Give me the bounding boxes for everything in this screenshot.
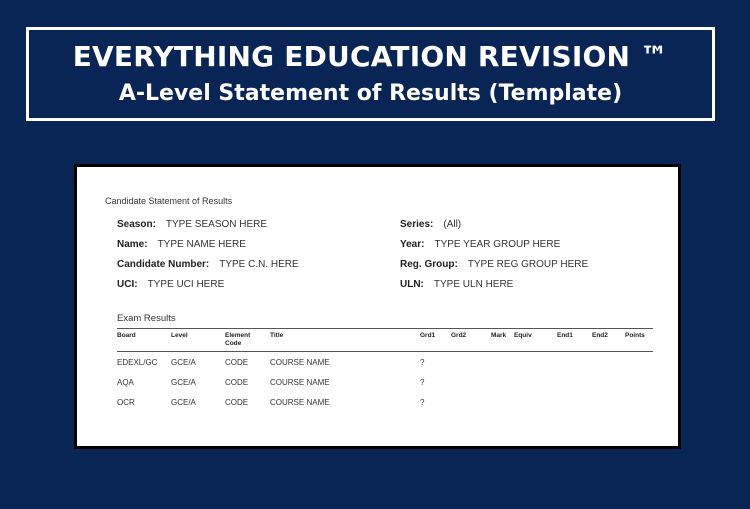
table-header xyxy=(117,328,653,352)
cell-title: COURSE NAME xyxy=(270,398,330,407)
field-candidate-number xyxy=(117,259,299,270)
cell-board: OCR xyxy=(117,398,135,407)
exam-results-title: Exam Results xyxy=(117,313,176,324)
table-row xyxy=(117,372,653,392)
col-end1: End1 xyxy=(557,332,573,339)
cell-grd1: ? xyxy=(420,398,425,407)
table-row xyxy=(117,392,653,412)
field-value[interactable]: TYPE NAME HERE xyxy=(157,239,246,250)
field-label: UCI: xyxy=(117,279,138,290)
col-points: Points xyxy=(625,332,645,339)
banner-title: EVERYTHING EDUCATION REVISION ™ xyxy=(72,40,669,73)
table-row xyxy=(117,352,653,372)
col-board: Board xyxy=(117,332,136,339)
cell-board: AQA xyxy=(117,378,134,387)
col-level: Level xyxy=(171,332,188,339)
cell-code: CODE xyxy=(225,358,249,367)
field-value[interactable]: TYPE UCI HERE xyxy=(147,279,225,290)
field-label: Series: xyxy=(400,219,434,230)
field-label: Candidate Number: xyxy=(117,259,210,270)
field-label: Name: xyxy=(117,239,148,250)
field-reg-group xyxy=(400,259,588,270)
sheet-heading: Candidate Statement of Results xyxy=(105,196,233,206)
title-banner xyxy=(26,27,715,121)
exam-results-table xyxy=(117,328,653,412)
col-element-code xyxy=(225,332,250,348)
cell-level: GCE/A xyxy=(171,378,196,387)
cell-level: GCE/A xyxy=(171,398,196,407)
cell-code: CODE xyxy=(225,378,249,387)
col-grd2: Grd2 xyxy=(451,332,467,339)
field-uln xyxy=(400,279,513,290)
banner-subtitle: A-Level Statement of Results (Template) xyxy=(118,81,623,106)
cell-level: GCE/A xyxy=(171,358,196,367)
col-end2: End2 xyxy=(592,332,608,339)
field-value[interactable]: TYPE SEASON HERE xyxy=(165,219,268,230)
cell-title: COURSE NAME xyxy=(270,358,330,367)
field-value[interactable]: TYPE ULN HERE xyxy=(433,279,514,290)
field-value[interactable]: TYPE YEAR GROUP HERE xyxy=(434,239,561,250)
cell-grd1: ? xyxy=(420,358,425,367)
field-label: Season: xyxy=(117,219,156,230)
col-element-code-line2: Code xyxy=(225,340,242,347)
col-element-code-line1: Element xyxy=(225,332,251,339)
field-value[interactable]: TYPE C.N. HERE xyxy=(219,259,299,270)
cell-code: CODE xyxy=(225,398,249,407)
field-uci xyxy=(117,279,224,290)
field-series xyxy=(400,219,461,230)
col-mark: Mark xyxy=(491,332,507,339)
field-name xyxy=(117,239,246,250)
field-value[interactable]: (All) xyxy=(443,219,462,230)
cell-title: COURSE NAME xyxy=(270,378,330,387)
field-value[interactable]: TYPE REG GROUP HERE xyxy=(467,259,589,270)
col-equiv: Equiv xyxy=(514,332,532,339)
field-label: Year: xyxy=(400,239,425,250)
statement-sheet xyxy=(74,164,681,449)
col-title: Title xyxy=(270,332,284,339)
field-label: Reg. Group: xyxy=(400,259,458,270)
field-year xyxy=(400,239,560,250)
field-label: ULN: xyxy=(400,279,424,290)
col-grd1: Grd1 xyxy=(420,332,436,339)
cell-board: EDEXL/GC xyxy=(117,358,158,367)
cell-grd1: ? xyxy=(420,378,425,387)
field-season xyxy=(117,219,267,230)
